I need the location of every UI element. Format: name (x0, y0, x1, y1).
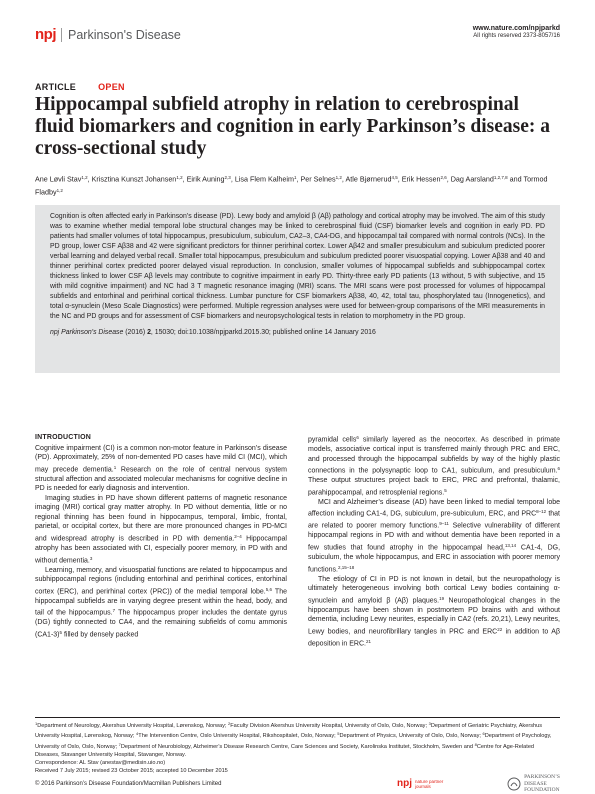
author-affiliation-ref: 2,6 (440, 175, 447, 180)
text-run: The Intervention Centre, Oslo University Hospital, Rikshospitalet, Oslo, Norway; (138, 733, 338, 740)
article-label: ARTICLE (35, 82, 77, 92)
reference-citation[interactable]: 6 (356, 435, 359, 440)
text-run: pyramidal cells (308, 436, 357, 444)
badge-line-1: nature partner (415, 778, 444, 784)
reference-citation[interactable]: 7 (112, 608, 116, 614)
journal-name: Parkinson's Disease (68, 27, 181, 42)
text-run: The hippocampus proper includes the dentate gyrus (DG) tightly connected to CA4, and the remaining subfields of cornu ammonis (CA1-3) (35, 609, 287, 639)
section-heading: INTRODUCTION (35, 434, 92, 441)
author-name[interactable]: Ane Løvli Stav (35, 174, 82, 184)
citation-line (50, 328, 545, 338)
reference-citation[interactable]: 5 (444, 487, 447, 493)
author-name[interactable]: Krisztina Kunszt Johansen (91, 174, 177, 184)
abstract-text: Cognition is often affected early in Parkinson’s disease (PD). Lewy body and amyloid β (Aβ) pathology and cortical atrophy may be involved. The aim of this study was to examine whether medial temporal lobe structural changes may be linked to cerebrospinal fluid (CSF) biomarker levels and cognition in early PD. PD patients had smaller volumes of total hippocampus, presubiculum, subiculum, CA2–3, CA4-DG, and hippocampal tail compared with normal controls (NCs). In the PD group, lower CSF Aβ38 and 42 were significant predictors for thinner perirhinal cortex. Lower Aβ42 and smaller presubiculum and subiculum predicted poorer verbal learning and delayed verbal recall. Smaller total hippocampus, presubiculum and subiculum predicted poorer visuospatial copying. Lower Aβ38 and 40 and thinner perirhinal cortex predicted poorer delayed visual reproduction. In conclusion, smaller volumes of hippocampal subfields and subhippocampal cortex thickness linked to lower CSF Aβ levels may contribute to cognitive impairment in early PD. Thirty-three early PD patients (13 without, 5 with subjective, and 15 with mild cognitive impairment) and NC had 3 T magnetic resonance imaging (MRI) scans. The MRI scans were post processed for volumes of hippocampal subfields and entorhinal and perirhinal cortical thickness. Lumbar puncture for CSF biomarkers Aβ38, 40, 42, total tau, phosphorylated tau (Innogenetics), and total α-synuclein (Meso Scale Diagnostics) were performed. Multiple regression analyses were used for between-group comparisons of the MRI measurements in the NC and PD groups and for assessment of CSF biomarkers and neuropsychological tests in relation to morphometry in the PD group. (50, 213, 545, 321)
reference-citation[interactable]: 13,14 (504, 542, 517, 548)
npj-badge-text (415, 779, 443, 789)
reference-citation[interactable]: 6 (557, 466, 560, 472)
author-name[interactable]: Dag Aarsland (450, 174, 494, 184)
nature-partner-journals-logo (397, 778, 443, 789)
body-paragraph (308, 498, 560, 575)
author-affiliation-ref: 1,2,7,8 (493, 175, 508, 180)
author-name[interactable]: Per Selnes (300, 174, 336, 184)
text-run: that are related to poorer memory functions. (308, 510, 560, 530)
copyright-notice: © 2016 Parkinson’s Disease Foundation/Macmillan Publishers Limited (35, 781, 222, 787)
reference-citation[interactable]: 2,15–18 (337, 564, 355, 570)
citation-details: , 15030; doi:10.1038/npjparkd.2015.30; published online 14 January 2016 (150, 328, 376, 336)
text-run: Centre for Age-Related Diseases, Stavanger University Hospital, Stavanger, Norway. (35, 743, 535, 758)
text-run: Selective vulnerability of different hippocampal regions in PD with and without dementia have been reported in a few studies that found atrophy in the hippocampal head, (308, 522, 561, 552)
body-paragraph (35, 566, 287, 640)
text-run: Department of Psychology, University of Oslo, Oslo, Norway; (35, 733, 552, 750)
author-name[interactable]: Lisa Flem Kalheim (234, 174, 294, 184)
text-run: Neuropathological changes in the hippocampus have been shown in postmortem PD brains with and without dementia, including Lewy neurites, especially in CA2 (refs. 20,21), Lewy neurites, Lewy bodies, and neurofibrillary tangles in PRC and ERC (308, 597, 560, 636)
npj-badge-mark: npj (397, 778, 412, 789)
citation-journal: npj Parkinson's Disease (50, 328, 124, 336)
left-column (35, 433, 287, 640)
reference-citation[interactable]: 5,6 (265, 586, 273, 592)
author-name[interactable]: Eirik Auning (186, 174, 225, 184)
author-affiliation-ref: 1 (293, 175, 297, 180)
reference-citation[interactable]: 4 (136, 731, 139, 737)
author-affiliation-ref: 1,2 (176, 175, 183, 180)
reference-citation[interactable]: 5 (59, 629, 63, 635)
text-run: Department of Geriatric Psychiatry, Akershus University Hospital, Lørenskog, Norway; (35, 723, 543, 740)
article-title: Hippocampal subfield atrophy in relation to cerebrospinal fluid biomarkers and cognition in early Parkinson’s disease: a cross-sectional study (35, 94, 550, 159)
text-run: similarly layered as the neocortex. As described in primate models, associative cortical input is transferred mainly through PRC and ERC, and processed through the hippocampal subfields by way of the highly plastic connections in the polysynaptic loop to CA1, subiculum, and presubiculum. (308, 436, 560, 475)
text-run: in addition to Aβ deposition in ERC. (308, 628, 560, 648)
reference-citation[interactable]: 9–11 (439, 521, 449, 527)
reference-citation[interactable]: 5 (337, 731, 340, 737)
reference-citation[interactable]: 3 (89, 555, 93, 561)
text-run: CA1-4, DG, subiculum, the whole hippocampus, and ERC in association with poorer memory functions. (308, 544, 561, 574)
text-run: Department of Neurobiology, Alzheimer’s Disease Research Centre, Care Sciences and Society, Karolinska Institutet, Stockholm, Sweden and (120, 743, 475, 750)
text-run: Department of Neurology, Akershus University Hospital, Lørenskog, Norway; (37, 723, 229, 729)
text-run: MCI and Alzheimer’s disease (AD) have been linked to medial temporal lobe affection including CA1-4, DG, subiculum, pre-subiculum, ERC, and PRC (308, 498, 560, 518)
text-run: Department of Physics, University of Oslo, Oslo, Norway; (339, 733, 483, 740)
journal-url[interactable]: www.nature.com/npjparkd (472, 25, 560, 32)
reference-citation[interactable]: 21 (365, 638, 371, 644)
affiliations-text (35, 720, 560, 759)
author-affiliation-ref: 1,2 (81, 175, 88, 180)
reference-citation[interactable]: 1 (113, 464, 117, 470)
text-run: Imaging studies in PD have shown different patterns of magnetic resonance imaging (MRI) cortical gray matter atrophy. In PD without dementia, little or no regional thinning has been found in hippocampus, temporal, limbic, frontal, parietal, or occipital cortex, but there are more pronounced changes in PD-MCI and widespread atrophy is described in PD with dementia. (35, 494, 287, 543)
left-paragraphs (35, 444, 287, 640)
rights-statement: All rights reserved 2373-8057/16 (473, 33, 560, 39)
foundation-line-2: DISEASE (524, 780, 547, 787)
reference-citation[interactable]: 22 (497, 626, 503, 632)
abstract-box (35, 205, 560, 373)
reference-citation[interactable]: 1 (35, 721, 38, 726)
open-access-badge: OPEN (98, 82, 125, 92)
text-run: filled by densely packed (62, 631, 139, 639)
article-type (35, 82, 125, 92)
badge-line-2: journals (415, 783, 431, 789)
foundation-line-3: FOUNDATION (524, 787, 560, 793)
journal-logo[interactable] (35, 26, 181, 43)
footnote-divider (35, 717, 560, 718)
author-name[interactable]: Atle Bjørnerud (345, 174, 392, 184)
body-paragraph (308, 575, 560, 649)
body-paragraph (308, 433, 560, 498)
page-header (35, 22, 560, 50)
body-paragraph (35, 494, 287, 566)
author-affiliation-ref: 1,2 (56, 188, 63, 193)
text-run: Hippocampal atrophy has been associated with CI, especially poorer memory, in PD with and without dementia. (35, 535, 287, 565)
reference-citation[interactable]: 8–12 (536, 509, 547, 515)
reference-citation[interactable]: 8 (474, 741, 477, 747)
text-run: Research on the role of central nervous system structural affection and associated molecular mechanisms for cognitive decline in PD is needed for early diagnosis and intervention. (35, 466, 287, 493)
logo-divider (61, 28, 62, 42)
reference-citation[interactable]: 7 (118, 741, 121, 747)
author-affiliation-ref: 4,5 (391, 175, 398, 180)
reference-citation[interactable]: 19 (439, 595, 445, 601)
page-footer (35, 774, 560, 793)
text-run: Learning, memory, and visuospatial functions are related to hippocampus and subhippocampal regions (including entorhinal and perirhinal cortices, entorhinal cortex (ERC), and perirhinal cortex (PRC)) of the medial temporal lobe. (35, 566, 287, 596)
foundation-name (524, 774, 560, 794)
foundation-emblem-icon (507, 777, 521, 791)
reference-citation[interactable]: 3 (428, 721, 431, 726)
author-affiliation-ref: 1,2 (335, 175, 342, 180)
citation-year: (2016) (123, 328, 148, 336)
body-paragraph (35, 444, 287, 494)
pdf-foundation-logo (507, 774, 560, 794)
received-line: Received 7 July 2015; revised 23 October 2015; accepted 10 December 2015 (35, 768, 228, 775)
reference-citation[interactable]: 6 (482, 731, 485, 737)
affiliations-block (35, 720, 560, 776)
right-paragraphs (308, 433, 560, 649)
reference-citation[interactable]: 2–4 (234, 533, 242, 539)
text-run: The etiology of CI in PD is not known in detail, but the neuropathology is ultimately heterogeneous involving both cortical Lewy bodies containing α-synuclein and amyloid β (Aβ) plaques. (308, 575, 560, 605)
author-name[interactable]: Tormod Fladby (35, 174, 548, 197)
text-run: Faculty Division Akershus University Hospital, University of Oslo, Oslo, Norway; (230, 723, 429, 729)
text-run: These output structures project back to ERC, PRC and prefrontal, thalamic, parahippocampal, and retrosplenial regions. (308, 477, 560, 497)
author-affiliation-ref: 2,3 (224, 175, 231, 180)
text-run: Cognitive impairment (CI) is a common non-motor feature in Parkinson’s disease (PD). Approximately, 25% of non-demented PD cases have mild CI (MCI), which may precede dementia. (35, 444, 287, 474)
correspondence-line: Correspondence: AL Stav (anestav@medisin.uio.no) (35, 760, 166, 767)
reference-citation[interactable]: 2 (228, 721, 231, 726)
text-run: The hippocampal subfields are in varying degree present within the head, body, and tail of the hippocampus. (35, 588, 287, 617)
right-column (308, 433, 560, 649)
author-list: Ane Løvli Stav$^{1,2}$, Krisztina Kunszt Johansen$^{1,2}$, Eirik Auning$^{2,3}$, Lisa Flem Kalheim$^1$, Per Selnes$^{1,2}$, Atle Bjørnerud$^{4,5}$, Erik Hessen$^{2,6}$, Dag Aarsland$^{1,2,7,8}$ and Tormod Fladby$^{1,2}$ (35, 174, 548, 197)
citation-volume: 2 (147, 328, 151, 336)
author-name[interactable]: Erik Hessen (401, 174, 441, 184)
header-info (473, 25, 560, 39)
npj-logo-mark: npj (35, 26, 56, 43)
foundation-line-1: PARKINSON’S (524, 774, 560, 780)
